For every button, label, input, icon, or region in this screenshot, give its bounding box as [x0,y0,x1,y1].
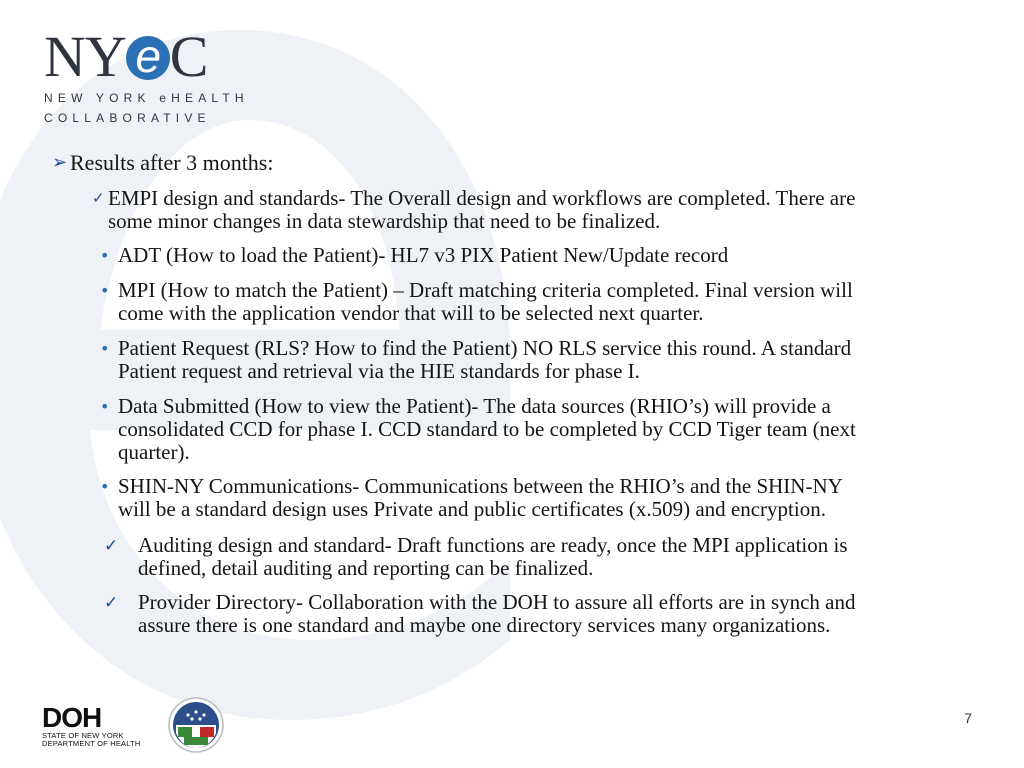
heading-text: Results after 3 months: [70,150,274,175]
heading-arrow-icon: ➢ [52,152,68,173]
list-item-empi-line1: EMPI design and standards- The Overall design and workflows are completed. There are [108,186,856,210]
list-item-patient-request-line2: Patient request and retrieval via the HIE standards for phase I. [118,359,640,383]
doh-mark: DOH [42,702,102,733]
bullet-icon: • [100,281,110,300]
logo-subtitle-line2: COLLABORATIVE [44,111,211,125]
logo-wordmark [44,24,249,89]
logo-word-left: NY [44,24,126,89]
bullet-icon: • [100,397,110,416]
list-item-provider-directory-line2: assure there is one standard and maybe one directory services many organizations. [138,613,831,637]
list-item-shin-ny-line1: SHIN-NY Communications- Communications between the RHIO’s and the SHIN-NY [118,474,843,498]
list-item-data-submitted-line3: quarter). [118,440,190,464]
list-item-mpi-line2: come with the application vendor that will to be selected next quarter. [118,301,704,325]
list-item-provider-directory-line1: Provider Directory- Collaboration with the DOH to assure all efforts are in synch and [138,590,856,614]
doh-logo [42,704,140,748]
bullet-icon: • [100,246,110,265]
list-item-patient-request-line1: Patient Request (RLS? How to find the Patient) NO RLS service this round. A standard [118,336,852,360]
list-item-mpi-line1: MPI (How to match the Patient) – Draft matching criteria completed. Final version will [118,278,853,302]
logo-subtitle-line1: NEW YORK eHEALTH [44,91,249,105]
check-icon: ✓ [104,593,119,613]
logo-e-icon: e [126,36,170,80]
doh-line1: STATE OF NEW YORK [42,731,124,740]
list-item-adt-line1: ADT (How to load the Patient)- HL7 v3 PIX Patient New/Update record [118,243,729,267]
nyehc-logo [44,24,249,126]
check-icon: ✓ [104,536,119,556]
check-icon: ✓ [92,189,105,207]
list-item-data-submitted-line2: consolidated CCD for phase I. CCD standard to be completed by CCD Tiger team (next [118,417,856,441]
logo-word-right: C [169,24,208,89]
page-number: 7 [964,710,972,726]
list-item-auditing-line1: Auditing design and standard- Draft functions are ready, once the MPI application is [138,533,848,557]
bullet-icon: • [100,477,110,496]
seal-icon [168,697,224,753]
bullet-icon: • [100,339,110,358]
list-item-shin-ny-line2: will be a standard design uses Private and public certificates (x.509) and encryption. [118,497,826,521]
list-item-empi-line2: some minor changes in data stewardship that need to be finalized. [108,209,661,233]
list-item-data-submitted-line1: Data Submitted (How to view the Patient)- The data sources (RHIO’s) will provide a [118,394,831,418]
list-item-auditing-line2: defined, detail auditing and reporting can be finalized. [138,556,594,580]
doh-line2: DEPARTMENT OF HEALTH [42,739,141,748]
